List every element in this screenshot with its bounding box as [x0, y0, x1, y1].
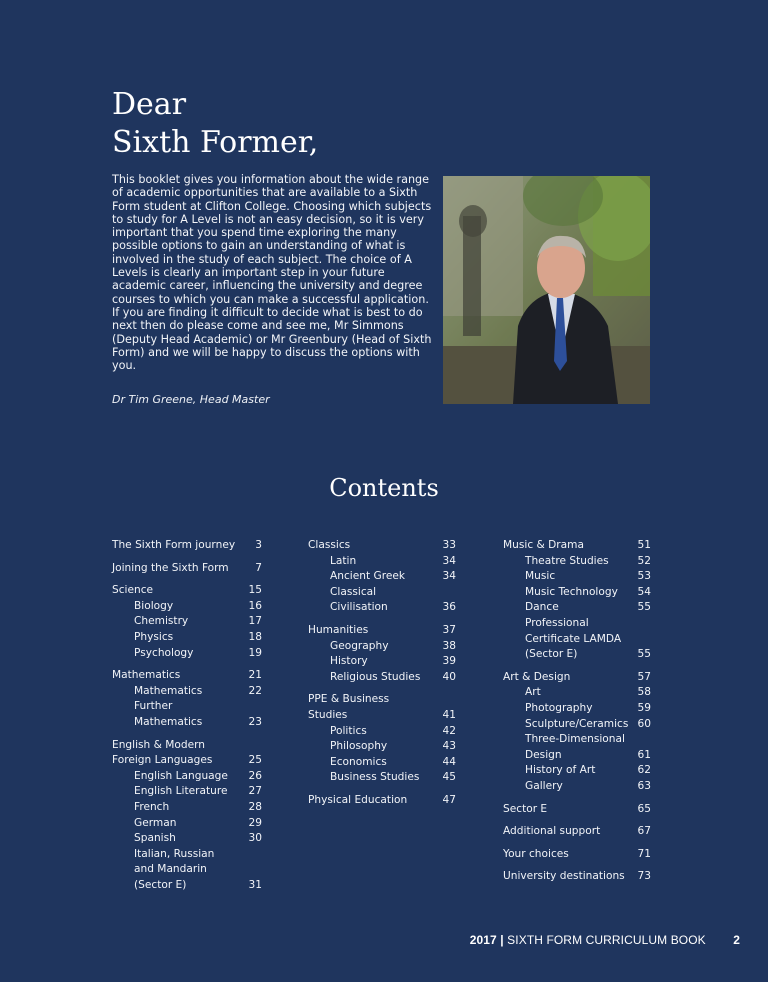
- contents-entry-label: Gallery: [525, 779, 563, 792]
- contents-entry-label: University destinations: [503, 870, 625, 883]
- contents-entry-label: English Language: [134, 769, 228, 782]
- intro-paragraph: This booklet gives you information about the wide range of academic opportunities that are available to a Sixth Form student at Clifton College. Choosing which subjects to study for A Level is not an easy decision, so it is very important that you spend time exploring the many possible options to gain an understanding of what is involved in the study of each subject. The choice of A Levels is clearly an important step in your future academic career, influencing the university and degree courses to which you can make a successful application. If you are finding it difficult to decide what is best to do next then do please come and see me, Mr Simmons (Deputy Head Academic) or Mr Greenbury (Head of Sixth Form) and we will be happy to discuss the options with you.: [112, 173, 432, 373]
- contents-entry-page: 26: [248, 769, 262, 782]
- contents-subentry: [503, 717, 651, 733]
- contents-entry-page: 58: [637, 686, 651, 699]
- contents-entry-label: German: [134, 816, 177, 829]
- contents-subentry: [112, 847, 262, 894]
- contents-entry-page: 73: [637, 870, 651, 883]
- contents-spacer: [503, 862, 651, 869]
- contents-subentry: [112, 800, 262, 816]
- contents-entry-label: Sector E: [503, 802, 548, 815]
- contents-entry-page: 16: [248, 599, 262, 612]
- contents-subentry: [112, 816, 262, 832]
- contents-entry-page: 67: [637, 825, 651, 838]
- contents-entry-label: Politics: [330, 724, 367, 737]
- contents-entry: [112, 561, 262, 577]
- contents-entry-page: 55: [637, 601, 651, 614]
- contents-entry-label: Music Technology: [525, 585, 618, 598]
- bottom-margin: [0, 982, 768, 994]
- contents-entry-label: Classical Civilisation: [330, 585, 388, 614]
- head-master-photo: [443, 176, 650, 404]
- contents-entry-page: 44: [442, 755, 456, 768]
- contents-entry-label: Geography: [330, 639, 389, 652]
- contents-entry-label: Ancient Greek: [330, 570, 405, 583]
- contents-subentry: [503, 554, 651, 570]
- contents-entry-page: 17: [248, 615, 262, 628]
- contents-entry: [503, 869, 651, 885]
- contents-entry-label: Your choices: [503, 847, 569, 860]
- contents-entry-label: Spanish: [134, 832, 176, 845]
- contents-entry-label: Music: [525, 570, 556, 583]
- contents-subentry: [112, 630, 262, 646]
- contents-entry-label: Art: [525, 686, 541, 699]
- contents-entry-page: 18: [248, 630, 262, 643]
- contents-entry-label: Philosophy: [330, 740, 388, 753]
- greeting-line-1: Dear: [112, 87, 187, 122]
- contents-entry-page: 30: [248, 832, 262, 845]
- contents-spacer: [308, 786, 456, 793]
- contents-entry-label: English & Modern Foreign Languages: [112, 738, 213, 767]
- contents-entry-page: 37: [442, 623, 456, 636]
- contents-entry-page: 57: [637, 670, 651, 683]
- contents-entry-label: Psychology: [134, 646, 194, 659]
- contents-subentry: [503, 616, 651, 663]
- contents-entry-page: 34: [442, 554, 456, 567]
- contents-subentry: [503, 779, 651, 795]
- contents-entry: [503, 847, 651, 863]
- contents-entry: [112, 583, 262, 599]
- contents-spacer: [112, 576, 262, 583]
- contents-entry: [503, 670, 651, 686]
- contents-entry-page: 65: [637, 802, 651, 815]
- contents-column-1: [112, 538, 262, 893]
- footer-year: 2017: [469, 933, 497, 947]
- contents-entry-label: Photography: [525, 701, 593, 714]
- contents-entry-label: Economics: [330, 755, 387, 768]
- contents-subentry: [112, 784, 262, 800]
- contents-subentry: [308, 670, 456, 686]
- contents-entry-label: Physics: [134, 630, 174, 643]
- contents-entry-page: 62: [637, 764, 651, 777]
- contents-title: Contents: [329, 474, 439, 502]
- contents-spacer: [308, 616, 456, 623]
- contents-entry-page: 7: [255, 561, 262, 574]
- contents-entry-label: Three-Dimensional Design: [525, 733, 625, 761]
- contents-entry: [503, 802, 651, 818]
- contents-subentry: [503, 732, 651, 763]
- contents-entry-label: History of Art: [525, 764, 596, 777]
- contents-entry: [112, 738, 262, 769]
- contents-subentry: [308, 755, 456, 771]
- contents-entry-label: Sculpture/Ceramics: [525, 717, 629, 730]
- contents-column-3: [503, 538, 651, 885]
- contents-entry-label: Art & Design: [503, 670, 571, 683]
- contents-entry: [308, 538, 456, 554]
- contents-entry-page: 34: [442, 570, 456, 583]
- contents-spacer: [308, 685, 456, 692]
- contents-entry-page: 31: [248, 878, 262, 891]
- contents-entry-label: Latin: [330, 554, 357, 567]
- contents-entry-label: Additional support: [503, 825, 601, 838]
- contents-entry-page: 27: [248, 785, 262, 798]
- contents-entry-page: 42: [442, 724, 456, 737]
- contents-spacer: [112, 661, 262, 668]
- contents-subentry: [112, 614, 262, 630]
- contents-entry-page: 19: [248, 646, 262, 659]
- contents-entry-label: Biology: [134, 599, 174, 612]
- contents-subentry: [308, 724, 456, 740]
- contents-entry-label: Theatre Studies: [525, 554, 609, 567]
- contents-subentry: [112, 769, 262, 785]
- contents-subentry: [308, 639, 456, 655]
- contents-entry-page: 51: [637, 539, 651, 551]
- contents-spacer: [503, 795, 651, 802]
- footer-title: SIXTH FORM CURRICULUM BOOK: [507, 933, 706, 947]
- contents-entry-label: English Literature: [134, 785, 228, 798]
- contents-entry-page: 59: [637, 701, 651, 714]
- contents-entry-label: Italian, Russian and Mandarin (Sector E): [134, 847, 215, 891]
- contents-entry-page: 33: [442, 539, 456, 551]
- contents-subentry: [503, 569, 651, 585]
- contents-entry-page: 61: [637, 748, 651, 761]
- page-number: 2: [733, 933, 740, 947]
- contents-entry-label: Joining the Sixth Form: [112, 561, 229, 574]
- contents-subentry: [503, 701, 651, 717]
- contents-subentry: [308, 585, 456, 616]
- contents-subentry: [112, 684, 262, 700]
- contents-subentry: [308, 554, 456, 570]
- contents-entry-label: Business Studies: [330, 771, 420, 784]
- contents-entry-page: 23: [248, 715, 262, 728]
- contents-entry-page: 36: [442, 601, 456, 614]
- contents-entry-label: Professional Certificate LAMDA (Sector E): [525, 616, 622, 661]
- contents-entry-label: Mathematics: [134, 684, 203, 697]
- contents-entry-page: 21: [248, 669, 262, 682]
- contents-entry-page: 52: [637, 554, 651, 567]
- contents-column-2: [308, 538, 456, 809]
- greeting-heading: [112, 86, 318, 162]
- signature: Dr Tim Greene, Head Master: [112, 393, 270, 406]
- contents-entry-page: 3: [255, 539, 262, 551]
- contents-entry-label: Physical Education: [308, 793, 408, 806]
- contents-entry-label: History: [330, 655, 368, 668]
- contents-entry-label: Further Mathematics: [134, 700, 203, 728]
- contents-subentry: [308, 654, 456, 670]
- contents-entry-page: 39: [442, 655, 456, 668]
- contents-spacer: [503, 817, 651, 824]
- contents-entry-page: 55: [637, 648, 651, 661]
- contents-entry: [112, 538, 262, 554]
- contents-subentry: [308, 739, 456, 755]
- contents-subentry: [112, 699, 262, 730]
- contents-entry-label: Classics: [308, 539, 351, 551]
- contents-entry-label: The Sixth Form journey: [112, 539, 236, 551]
- contents-spacer: [503, 840, 651, 847]
- contents-entry-page: 29: [248, 816, 262, 829]
- contents-spacer: [503, 663, 651, 670]
- contents-entry-page: 43: [442, 740, 456, 753]
- contents-subentry: [308, 569, 456, 585]
- page-footer: [0, 933, 740, 947]
- contents-entry-page: 54: [637, 585, 651, 598]
- portrait-photo-icon: [443, 176, 650, 404]
- contents-entry-label: Humanities: [308, 623, 369, 636]
- contents-subentry: [112, 599, 262, 615]
- contents-entry-page: 22: [248, 684, 262, 697]
- contents-entry-page: 28: [248, 800, 262, 813]
- contents-entry-page: 63: [637, 779, 651, 792]
- contents-entry-label: Music & Drama: [503, 539, 584, 551]
- contents-entry-label: Science: [112, 584, 154, 597]
- contents-entry-label: French: [134, 800, 170, 813]
- contents-entry: [503, 538, 651, 554]
- contents-entry-page: 40: [442, 670, 456, 683]
- contents-entry-label: Religious Studies: [330, 670, 421, 683]
- contents-spacer: [112, 554, 262, 561]
- contents-entry: [308, 692, 456, 723]
- contents-spacer: [112, 731, 262, 738]
- contents-subentry: [503, 600, 651, 616]
- contents-entry-label: Chemistry: [134, 615, 189, 628]
- contents-entry: [308, 793, 456, 809]
- contents-entry: [503, 824, 651, 840]
- contents-entry-label: Dance: [525, 601, 559, 614]
- contents-subentry: [308, 770, 456, 786]
- contents-subentry: [112, 831, 262, 847]
- contents-entry-page: 53: [637, 570, 651, 583]
- contents-entry-page: 47: [442, 793, 456, 806]
- contents-entry-page: 38: [442, 639, 456, 652]
- contents-entry-page: 25: [248, 754, 262, 767]
- contents-entry: [308, 623, 456, 639]
- contents-entry-label: Mathematics: [112, 669, 181, 682]
- contents-entry-page: 15: [248, 584, 262, 597]
- contents-subentry: [503, 585, 651, 601]
- contents-subentry: [503, 685, 651, 701]
- contents-entry-page: 71: [637, 847, 651, 860]
- footer-separator: |: [500, 933, 504, 947]
- contents-entry-page: 41: [442, 708, 456, 721]
- greeting-line-2: Sixth Former,: [112, 125, 319, 160]
- contents-entry-page: 60: [637, 717, 651, 730]
- contents-entry-label: PPE & Business Studies: [308, 693, 390, 721]
- contents-entry-page: 45: [442, 771, 456, 784]
- contents-entry: [112, 668, 262, 684]
- contents-subentry: [503, 763, 651, 779]
- contents-subentry: [112, 646, 262, 662]
